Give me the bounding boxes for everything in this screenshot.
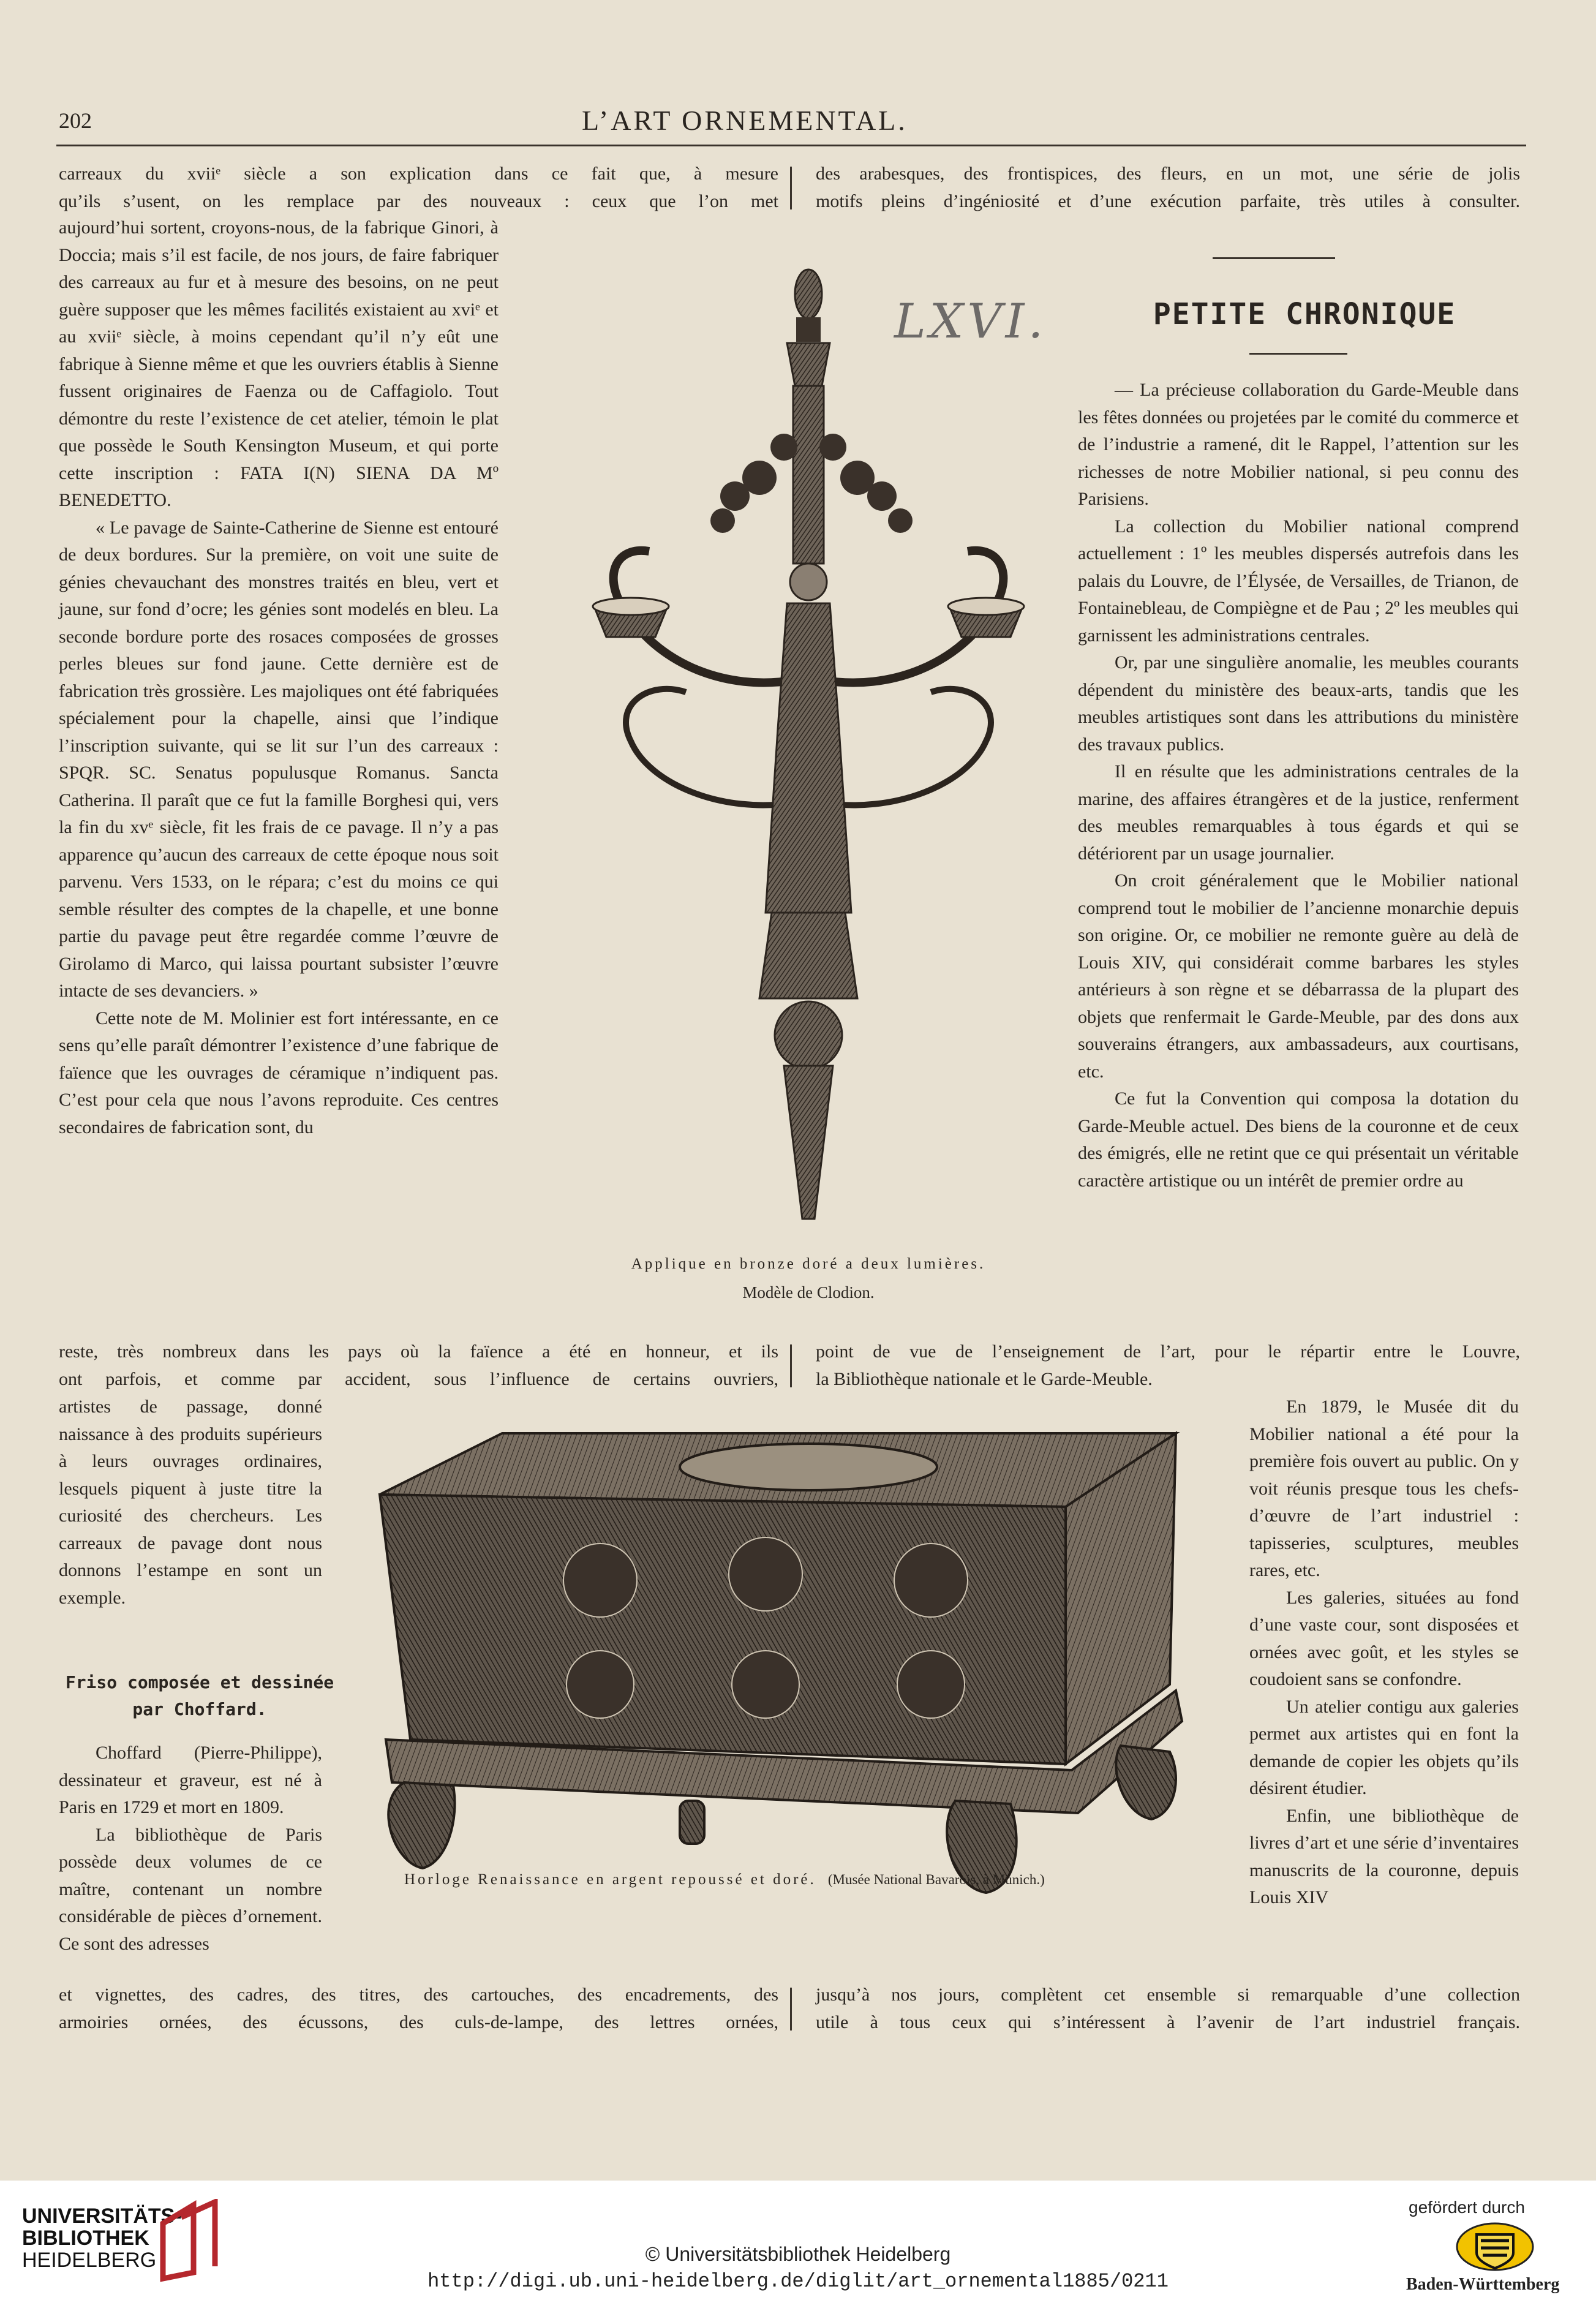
- paragraph: Il en résulte que les administrations centrales de la marine, des affaires étrangères et de la justice, renferment des meubles remarquables à tous égards et qui se détériorent par un usage journalier.: [1078, 761, 1519, 864]
- library-name-line: UNIVERSITÄTS-: [22, 2204, 182, 2228]
- funded-by-text: gefördert durch: [1409, 2198, 1525, 2217]
- handwritten-note: LXVI.: [894, 294, 1047, 349]
- paragraph: En 1879, le Musée dit du Mobilier national a été pour la première fois ouvert au public. On y voit réunis presque tous les chefs-d’œuvre de l’art industriel : tapisseries, sculptures, meubles rares, etc.: [1249, 1397, 1519, 1580]
- text-line: la Bibliothèque nationale et le Garde-Meuble.: [816, 1368, 1153, 1389]
- section-title: PETITE CHRONIQUE: [1153, 297, 1456, 331]
- clock-dial: [680, 1444, 937, 1490]
- paragraph: Ce fut la Convention qui composa la dotation du Garde-Meuble actuel. Des biens de la couronne et de ceux des émigrés, elle ne retint que ce qui présentait un véritable caractère artistique ou un intérêt de premier ordre au: [1078, 1088, 1519, 1191]
- bottom-right-text: [816, 1981, 1520, 2036]
- text-line: des arabesques, des frontispices, des fleurs, en un mot, une série de jolis: [816, 164, 1520, 184]
- paragraph: « Le pavage de Sainte-Catherine de Sienne est entouré de deux bordures. Sur la première, on voit une suite de génies chevauchant des monstres traités en bleu, vert et jaune, sur fond d’ocre; les génies sont modelés en bleu. La seconde bordure porte des rosaces composées de grosses perles bleues sur fond jaune. Cette dernière est de fabrication très grossière. Les majoliques ont été fabriquées spécialement pour la chapelle, ainsi que l’indique l’inscription suivante, qui se lit sur l’un des carreaux : SPQR. SC. Senatus populusque Romanus. Sancta Catherina. Il paraît que ce fut la famille Borghesi qui, vers la fin du xvᵉ siècle, fit les frais de ce pavage. Il n’y a pas apparence qu’aucun des carreaux de cette époque nous soit parvenu. Vers 1533, on le répara; c’est du moins ce qui semble résulter des comptes de la chapelle, et une bonne partie du pavage peut être regardée comme l’œuvre de Girolamo di Marco, qui laissa pourtant subsister l’œuvre intacte de ses devanciers. »: [59, 517, 499, 1001]
- text-line: armoiries ornées, des écussons, des culs-de-lampe, des lettres ornées,: [59, 2012, 778, 2032]
- applique-subcaption: Modèle de Clodion.: [742, 1283, 875, 1302]
- paragraph: artistes de passage, donné naissance à des produits supérieurs à leurs ouvrages ordinaires, lesquels piquent à juste titre la curiosité des chercheurs. Les carreaux de pavage dont nous donnons l’estampe en sont un exemple.: [59, 1397, 322, 1608]
- ornament-rule: [1213, 257, 1335, 259]
- permalink-url[interactable]: http://digi.ub.uni-heidelberg.de/diglit/art_ornemental1885/0211: [427, 2270, 1169, 2293]
- applique-caption: Applique en bronze doré a deux lumières.: [631, 1256, 986, 1272]
- friso-title-line: Friso composée et dessinée: [65, 1672, 334, 1692]
- library-name-line: BIBLIOTHEK: [22, 2226, 149, 2250]
- column-separator: [790, 1344, 792, 1387]
- paragraph: aujourd’hui sortent, croyons-nous, de la fabrique Ginori, à Doccia; mais s’il est facile, de nos jours, de faire fabriquer des carreaux au fur et à mesure des besoins, on ne peut guère supposer que les mêmes facilités existaient au xviᵉ et au xviiᵉ siècle, à moins cependant qu’il n’y eût une fabrique à Sienne même et que les ouvriers établis à Sienne fussent originaires de Faenza ou de Caffagiolo. Tout démontre du reste l’existence de cet atelier, témoin le plat que possède le South Kensington Museum, et qui porte cette inscription : FATA I(N) SIENA DA Mº BENEDETTO.: [59, 217, 499, 510]
- column-separator: [790, 1988, 792, 2030]
- horloge-caption: [404, 1871, 1219, 1888]
- arm-right: [821, 551, 1003, 805]
- paragraph: Cette note de M. Molinier est fort intéressante, en ce sens qu’elle paraît démontrer l’existence d’une fabrique de faïence que les ouvrages de céramique n’indiquent pas. C’est pour cela que nous l’avons reproduite. Ces centres secondaires de fabrication sont, du: [59, 1008, 499, 1137]
- bottom-left-text: [59, 1981, 778, 2036]
- state-coat-of-arms-icon: [1455, 2222, 1535, 2271]
- paragraph: La bibliothèque de Paris possède deux volumes de ce maître, contenant un nombre considérable de pièces d’ornement. Ce sont des adresses: [59, 1824, 322, 1954]
- page-number: 202: [59, 108, 92, 133]
- lower-left-column: [59, 1393, 322, 1612]
- column-separator: [790, 167, 792, 209]
- paragraph: Choffard (Pierre-Philippe), dessinateur et graveur, est né à Paris en 1729 et mort en 1809.: [59, 1743, 322, 1817]
- paragraph: — La précieuse collaboration du Garde-Meuble dans les fêtes données ou projetées par le comité du commerce et de l’industrie a ramené, dit le Rappel, l’attention sur les richesses de notre Mobilier national, si peu connu des Parisiens.: [1078, 380, 1519, 509]
- finial: [787, 270, 830, 386]
- horloge-engraving: [367, 1421, 1237, 1929]
- paragraph: On croit généralement que le Mobilier national comprend tout le mobilier de l’ancienne monarchie depuis son origine. Or, ce mobilier ne remonte guère au delà de Louis XIV, qui considérait comme barbares les styles antérieurs à son règne et se débarrassa de la plupart des objets que renfermait le Garde-Meuble, par des dons aux souverains étrangers, aux ambassadeurs, aux courtisans, etc.: [1078, 870, 1519, 1082]
- text-line: point de vue de l’enseignement de l’art, pour le répartir entre le Louvre,: [816, 1341, 1520, 1362]
- paragraph: Les galeries, situées au fond d’une vaste cour, sont disposées et ornées avec goût, et les styles se coudoient sans se confondre.: [1249, 1587, 1519, 1689]
- state-name: Baden-Württemberg: [1406, 2275, 1560, 2294]
- text-line: jusqu’à nos jours, complètent cet ensemble si remarquable d’une collection: [816, 1985, 1520, 2005]
- text-line: ont parfois, et comme par accident, sous l’influence de certains ouvriers,: [59, 1368, 778, 1389]
- copyright-text: © Universitätsbibliothek Heidelberg: [645, 2243, 951, 2265]
- base: [759, 913, 857, 1219]
- friso-title: [59, 1669, 341, 1723]
- arm-left: [614, 551, 796, 805]
- header-rule: [56, 145, 1526, 146]
- stem: [793, 386, 824, 564]
- friso-text: [59, 1740, 322, 1958]
- paragraph: Or, par une singulière anomalie, les meubles courants dépendent du ministère des beaux-arts, tandis que les meubles artistiques sont dans les attributions du ministère des travaux publics.: [1078, 652, 1519, 755]
- chronique-column: [1078, 377, 1519, 1194]
- title-underline: [1249, 353, 1347, 355]
- paragraph: La collection du Mobilier national comprend actuellement : 1º les meubles dispersés autrefois dans les palais du Louvre, de l’Élysée, de Versailles, de Trianon, de Fontainebleau, de Compiègne et de Pau ; 2º les meubles qui garnissent les administrations centrales.: [1078, 516, 1519, 646]
- paragraph: Un atelier contigu aux galeries permet aux artistes qui en font la demande de copier les objets qu’ils désirent étudier.: [1249, 1696, 1519, 1798]
- horloge-caption-main: Horloge Renaissance en argent repoussé et doré.: [404, 1871, 816, 1888]
- text-line: utile à tous ceux qui s’intéressent à l’avenir de l’art industriel français.: [816, 2012, 1520, 2032]
- journal-title: L’ART ORNEMENTAL.: [582, 105, 908, 136]
- left-column: [59, 214, 499, 1141]
- clock-front: [380, 1495, 1066, 1764]
- mid-left-text: [59, 1338, 778, 1393]
- text-line: motifs pleins d’ingéniosité et d’une exécution parfaite, très utiles à consulter.: [816, 190, 1520, 211]
- friso-title-line: par Choffard.: [132, 1699, 267, 1719]
- text-line: et vignettes, des cadres, des titres, des cartouches, des encadrements, des: [59, 1985, 778, 2005]
- paragraph: Enfin, une bibliothèque de livres d’art et une série d’inventaires manuscrits de la couronne, depuis Louis XIV: [1249, 1805, 1519, 1907]
- top-left-text: [59, 160, 778, 215]
- mid-right-text: [816, 1338, 1520, 1393]
- text-line: carreaux du xviiᵉ siècle a son explication dans ce fait que, à mesure: [59, 164, 778, 184]
- text-line: reste, très nombreux dans les pays où la faïence a été en honneur, et ils: [59, 1341, 778, 1362]
- female-figure: [766, 564, 851, 913]
- lower-right-column: [1249, 1393, 1519, 1912]
- text-line: qu’ils s’usent, on les remplace par des nouveaux : ceux que l’on met: [59, 190, 778, 211]
- library-name-line: HEIDELBERG: [22, 2249, 157, 2272]
- top-right-text: [816, 160, 1520, 215]
- horloge-caption-note: (Musée National Bavarois, à Munich.): [827, 1872, 1045, 1887]
- applique-engraving: [539, 263, 1078, 1243]
